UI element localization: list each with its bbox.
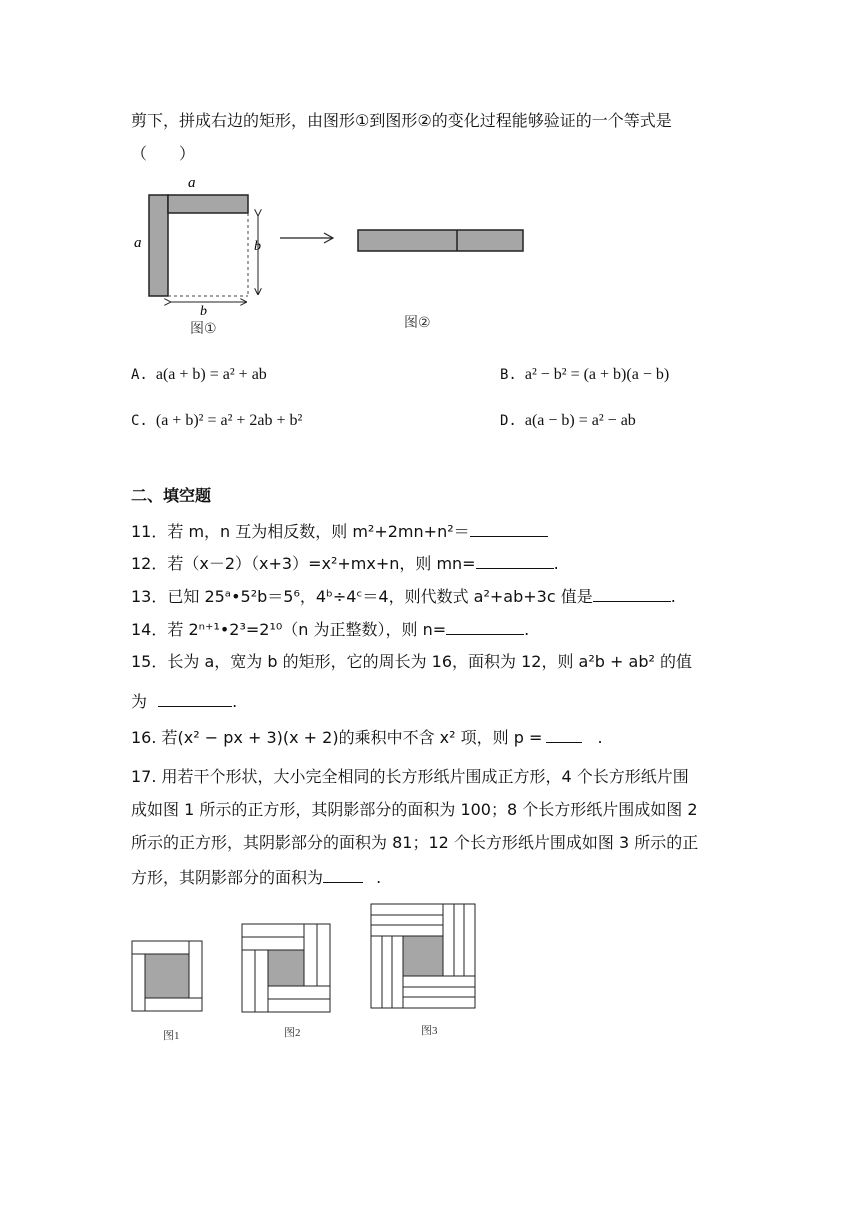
fig1-label-b-right: b — [254, 239, 261, 254]
figure-17-2-caption: 图2 — [284, 1027, 301, 1039]
question-17-line1: 17. 用若干个形状，大小完全相同的长方形纸片围成正方形，4 个长方形纸片围 — [131, 767, 689, 786]
fig1-label-a-top: a — [188, 175, 196, 191]
question-14 — [131, 616, 529, 642]
q15-answer-blank[interactable] — [158, 688, 232, 707]
option-d-expr: a(a − b) = a² − ab — [524, 412, 636, 429]
option-c-letter: C. — [131, 413, 148, 429]
q12-text: 12．若（x－2）（x+3）=x²+mx+n，则 mn= — [131, 554, 476, 573]
option-b — [500, 362, 669, 387]
option-c-expr: (a + b)² = a² + 2ab + b² — [155, 412, 303, 429]
q16-end: . — [597, 728, 603, 747]
q13-text: 13．已知 25ᵃ•5²b＝5⁶，4ᵇ÷4ᶜ＝4，则代数式 a²+ab+3c 值是 — [131, 587, 593, 606]
option-c — [131, 408, 302, 433]
q11-answer-blank[interactable] — [470, 518, 548, 537]
q17-answer-blank[interactable] — [323, 864, 363, 883]
figure-2-caption: 图② — [404, 315, 431, 331]
section-title: 二、填空题 — [131, 486, 212, 505]
question-13 — [131, 583, 676, 609]
figure-1-caption: 图① — [190, 321, 217, 337]
option-b-letter: B. — [500, 367, 517, 383]
q15-line2-text: 为 — [131, 692, 148, 711]
question-17-line2: 成如图 1 所示的正方形，其阴影部分的面积为 100；8 个长方形纸片围成如图 2 — [131, 800, 698, 819]
q11-text: 11．若 m，n 互为相反数，则 m²+2mn+n²＝ — [131, 522, 470, 541]
q14-text: 14．若 2ⁿ⁺¹•2³=2¹⁰（n 为正整数），则 n= — [131, 620, 447, 639]
fig1-label-a-left: a — [134, 235, 142, 251]
q13-end: . — [670, 587, 676, 606]
question-17-line3: 所示的正方形，其阴影部分的面积为 81；12 个长方形纸片围成如图 3 所示的正 — [131, 833, 699, 852]
transform-arrow-icon — [278, 230, 338, 246]
figure-17-3-square — [370, 903, 478, 1011]
q17-end: . — [376, 868, 382, 887]
q10-stem-line1: 剪下，拼成右边的矩形，由图形①到图形②的变化过程能够验证的一个等式是 — [131, 111, 672, 130]
question-11 — [131, 518, 548, 544]
figure-17-1-square — [131, 940, 205, 1014]
option-a-letter: A. — [131, 367, 148, 383]
q12-end: . — [553, 554, 559, 573]
question-15-line2 — [131, 688, 237, 714]
figure-17-1-caption: 图1 — [163, 1030, 180, 1042]
option-a — [131, 362, 267, 387]
question-17-line4 — [131, 864, 381, 890]
question-12 — [131, 550, 559, 576]
q17-line4-text: 方形，其阴影部分的面积为 — [131, 868, 324, 887]
option-d — [500, 408, 636, 433]
q15-end: . — [232, 692, 238, 711]
q16-text: 16. 若(x² − px + 3)(x + 2)的乘积中不含 x² 项，则 p = — [131, 728, 543, 747]
fig1-label-b-bottom: b — [200, 304, 207, 319]
question-16 — [131, 724, 603, 750]
figure-17-2-square — [241, 923, 333, 1015]
q16-answer-blank[interactable] — [546, 724, 582, 743]
q12-answer-blank[interactable] — [476, 550, 554, 569]
figure-17-3-caption: 图3 — [421, 1025, 438, 1037]
option-b-expr: a² − b² = (a + b)(a − b) — [524, 366, 670, 383]
option-a-expr: a(a + b) = a² + ab — [155, 366, 267, 383]
q14-end: . — [524, 620, 530, 639]
question-15-line1: 15．长为 a，宽为 b 的矩形，它的周长为 16，面积为 12，则 a²b + ab² 的值 — [131, 652, 692, 671]
q14-answer-blank[interactable] — [446, 616, 524, 635]
figure-2-rectangle-diagram — [355, 226, 527, 256]
q13-answer-blank[interactable] — [593, 583, 671, 602]
q10-stem-line2: （ ） — [131, 144, 196, 163]
option-d-letter: D. — [500, 413, 517, 429]
